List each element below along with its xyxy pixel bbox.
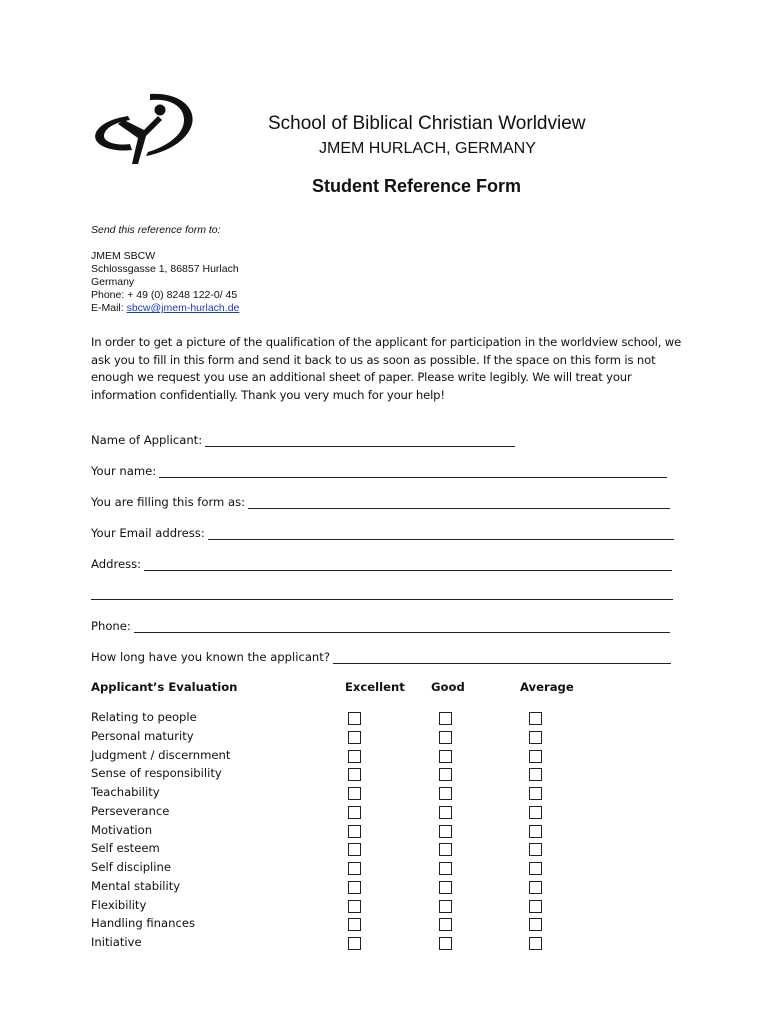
evaluation-item-label: Perseverance xyxy=(91,803,170,818)
checkbox-excellent[interactable] xyxy=(348,712,361,725)
evaluation-row xyxy=(91,916,691,934)
known-duration-field[interactable] xyxy=(91,650,671,664)
checkbox-excellent[interactable] xyxy=(348,918,361,931)
your-name-label: Your name: xyxy=(91,464,157,478)
email-line-blank[interactable] xyxy=(208,528,674,540)
checkbox-average[interactable] xyxy=(529,900,542,913)
evaluation-item-label: Teachability xyxy=(91,785,160,799)
evaluation-row xyxy=(91,766,691,784)
checkbox-average[interactable] xyxy=(529,787,542,800)
country: Germany xyxy=(91,276,135,288)
evaluation-item-label: Motivation xyxy=(91,822,153,837)
checkbox-average[interactable] xyxy=(529,768,542,781)
column-excellent: Excellent xyxy=(345,680,405,694)
evaluation-item-label: Initiative xyxy=(91,935,142,949)
checkbox-average[interactable] xyxy=(529,937,542,950)
checkbox-average[interactable] xyxy=(529,712,542,725)
evaluation-row xyxy=(91,860,691,878)
street-address: Schlossgasse 1, 86857 Hurlach xyxy=(91,263,239,275)
checkbox-good[interactable] xyxy=(439,843,452,856)
checkbox-excellent[interactable] xyxy=(348,937,361,950)
checkbox-good[interactable] xyxy=(439,806,452,819)
filling-as-field[interactable] xyxy=(91,495,670,509)
checkbox-good[interactable] xyxy=(439,768,452,781)
applicant-name-line[interactable] xyxy=(205,435,515,447)
checkbox-good[interactable] xyxy=(439,825,452,838)
filling-as-line[interactable] xyxy=(248,497,670,509)
checkbox-good[interactable] xyxy=(439,712,452,725)
checkbox-excellent[interactable] xyxy=(348,750,361,763)
checkbox-good[interactable] xyxy=(439,750,452,763)
checkbox-excellent[interactable] xyxy=(348,731,361,744)
send-to-label: Send this reference form to: xyxy=(91,224,221,236)
your-name-field[interactable] xyxy=(91,464,667,478)
checkbox-good[interactable] xyxy=(439,918,452,931)
address-field-2[interactable] xyxy=(91,588,673,600)
phone-field[interactable] xyxy=(91,619,670,633)
phone-number: Phone: + 49 (0) 8248 122-0/ 45 xyxy=(91,289,238,301)
checkbox-good[interactable] xyxy=(439,900,452,913)
address-field[interactable] xyxy=(91,557,672,571)
checkbox-excellent[interactable] xyxy=(348,806,361,819)
evaluation-item-label: Flexibility xyxy=(91,897,147,912)
checkbox-average[interactable] xyxy=(529,918,542,931)
ywam-logo xyxy=(88,86,198,168)
checkbox-good[interactable] xyxy=(439,731,452,744)
evaluation-row xyxy=(91,710,691,728)
evaluation-row xyxy=(91,841,691,859)
school-name: School of Biblical Christian Worldview xyxy=(268,113,586,134)
address-line[interactable] xyxy=(144,559,672,571)
evaluation-row xyxy=(91,729,691,747)
checkbox-average[interactable] xyxy=(529,750,542,763)
evaluation-row xyxy=(91,879,691,897)
applicant-name-label: Name of Applicant: xyxy=(91,433,203,447)
evaluation-item-label: Personal maturity xyxy=(91,728,194,743)
known-duration-label: How long have you known the applicant? xyxy=(91,650,330,664)
school-location: JMEM HURLACH, GERMANY xyxy=(319,140,536,157)
evaluation-item-label: Judgment / discernment xyxy=(91,747,231,762)
email-field[interactable] xyxy=(91,526,674,540)
checkbox-good[interactable] xyxy=(439,881,452,894)
checkbox-excellent[interactable] xyxy=(348,787,361,800)
your-name-line[interactable] xyxy=(159,466,667,478)
evaluation-item-label: Self discipline xyxy=(91,860,171,874)
evaluation-heading: Applicant’s Evaluation xyxy=(91,680,238,694)
evaluation-row xyxy=(91,823,691,841)
checkbox-average[interactable] xyxy=(529,825,542,838)
checkbox-good[interactable] xyxy=(439,937,452,950)
checkbox-average[interactable] xyxy=(529,731,542,744)
checkbox-average[interactable] xyxy=(529,862,542,875)
checkbox-excellent[interactable] xyxy=(348,843,361,856)
column-good: Good xyxy=(431,680,465,694)
checkbox-average[interactable] xyxy=(529,881,542,894)
evaluation-row xyxy=(91,785,691,803)
org-name: JMEM SBCW xyxy=(91,250,156,262)
email-label: E-Mail: xyxy=(91,302,127,314)
form-title: Student Reference Form xyxy=(312,176,522,196)
filling-as-label: You are filling this form as: xyxy=(91,495,246,509)
evaluation-row xyxy=(91,898,691,916)
evaluation-item-label: Mental stability xyxy=(91,878,181,893)
evaluation-row xyxy=(91,748,691,766)
address-block xyxy=(91,250,239,315)
evaluation-item-label: Self esteem xyxy=(91,841,160,856)
email-link[interactable]: sbcw@jmem-hurlach.de xyxy=(126,302,240,314)
evaluation-row xyxy=(91,935,691,953)
checkbox-excellent[interactable] xyxy=(348,900,361,913)
address-line-2[interactable] xyxy=(91,588,673,600)
checkbox-average[interactable] xyxy=(529,806,542,819)
address-label: Address: xyxy=(91,557,142,571)
evaluation-item-label: Sense of responsibility xyxy=(91,766,222,781)
phone-line[interactable] xyxy=(134,621,670,633)
checkbox-excellent[interactable] xyxy=(348,768,361,781)
evaluation-item-label: Relating to people xyxy=(91,710,197,724)
column-average: Average xyxy=(520,680,574,694)
checkbox-excellent[interactable] xyxy=(348,825,361,838)
checkbox-excellent[interactable] xyxy=(348,862,361,875)
intro-paragraph: In order to get a picture of the qualification of the applicant for participation in the worldview school, we ask you to fill in this form and send it back to us as soon as possible. If the space on this form is not enough we request you use an additional sheet of paper. Please write legibly. We will treat your information confidentially. Thank you very much for your help! xyxy=(91,335,682,402)
known-duration-line[interactable] xyxy=(333,652,671,664)
email-field-label: Your Email address: xyxy=(91,526,205,540)
applicant-name-field[interactable] xyxy=(91,433,515,447)
email-line xyxy=(91,302,239,315)
checkbox-excellent[interactable] xyxy=(348,881,361,894)
phone-label: Phone: xyxy=(91,619,131,633)
evaluation-row xyxy=(91,804,691,822)
evaluation-item-label: Handling finances xyxy=(91,916,196,931)
checkbox-good[interactable] xyxy=(439,787,452,800)
checkbox-average[interactable] xyxy=(529,843,542,856)
checkbox-good[interactable] xyxy=(439,862,452,875)
